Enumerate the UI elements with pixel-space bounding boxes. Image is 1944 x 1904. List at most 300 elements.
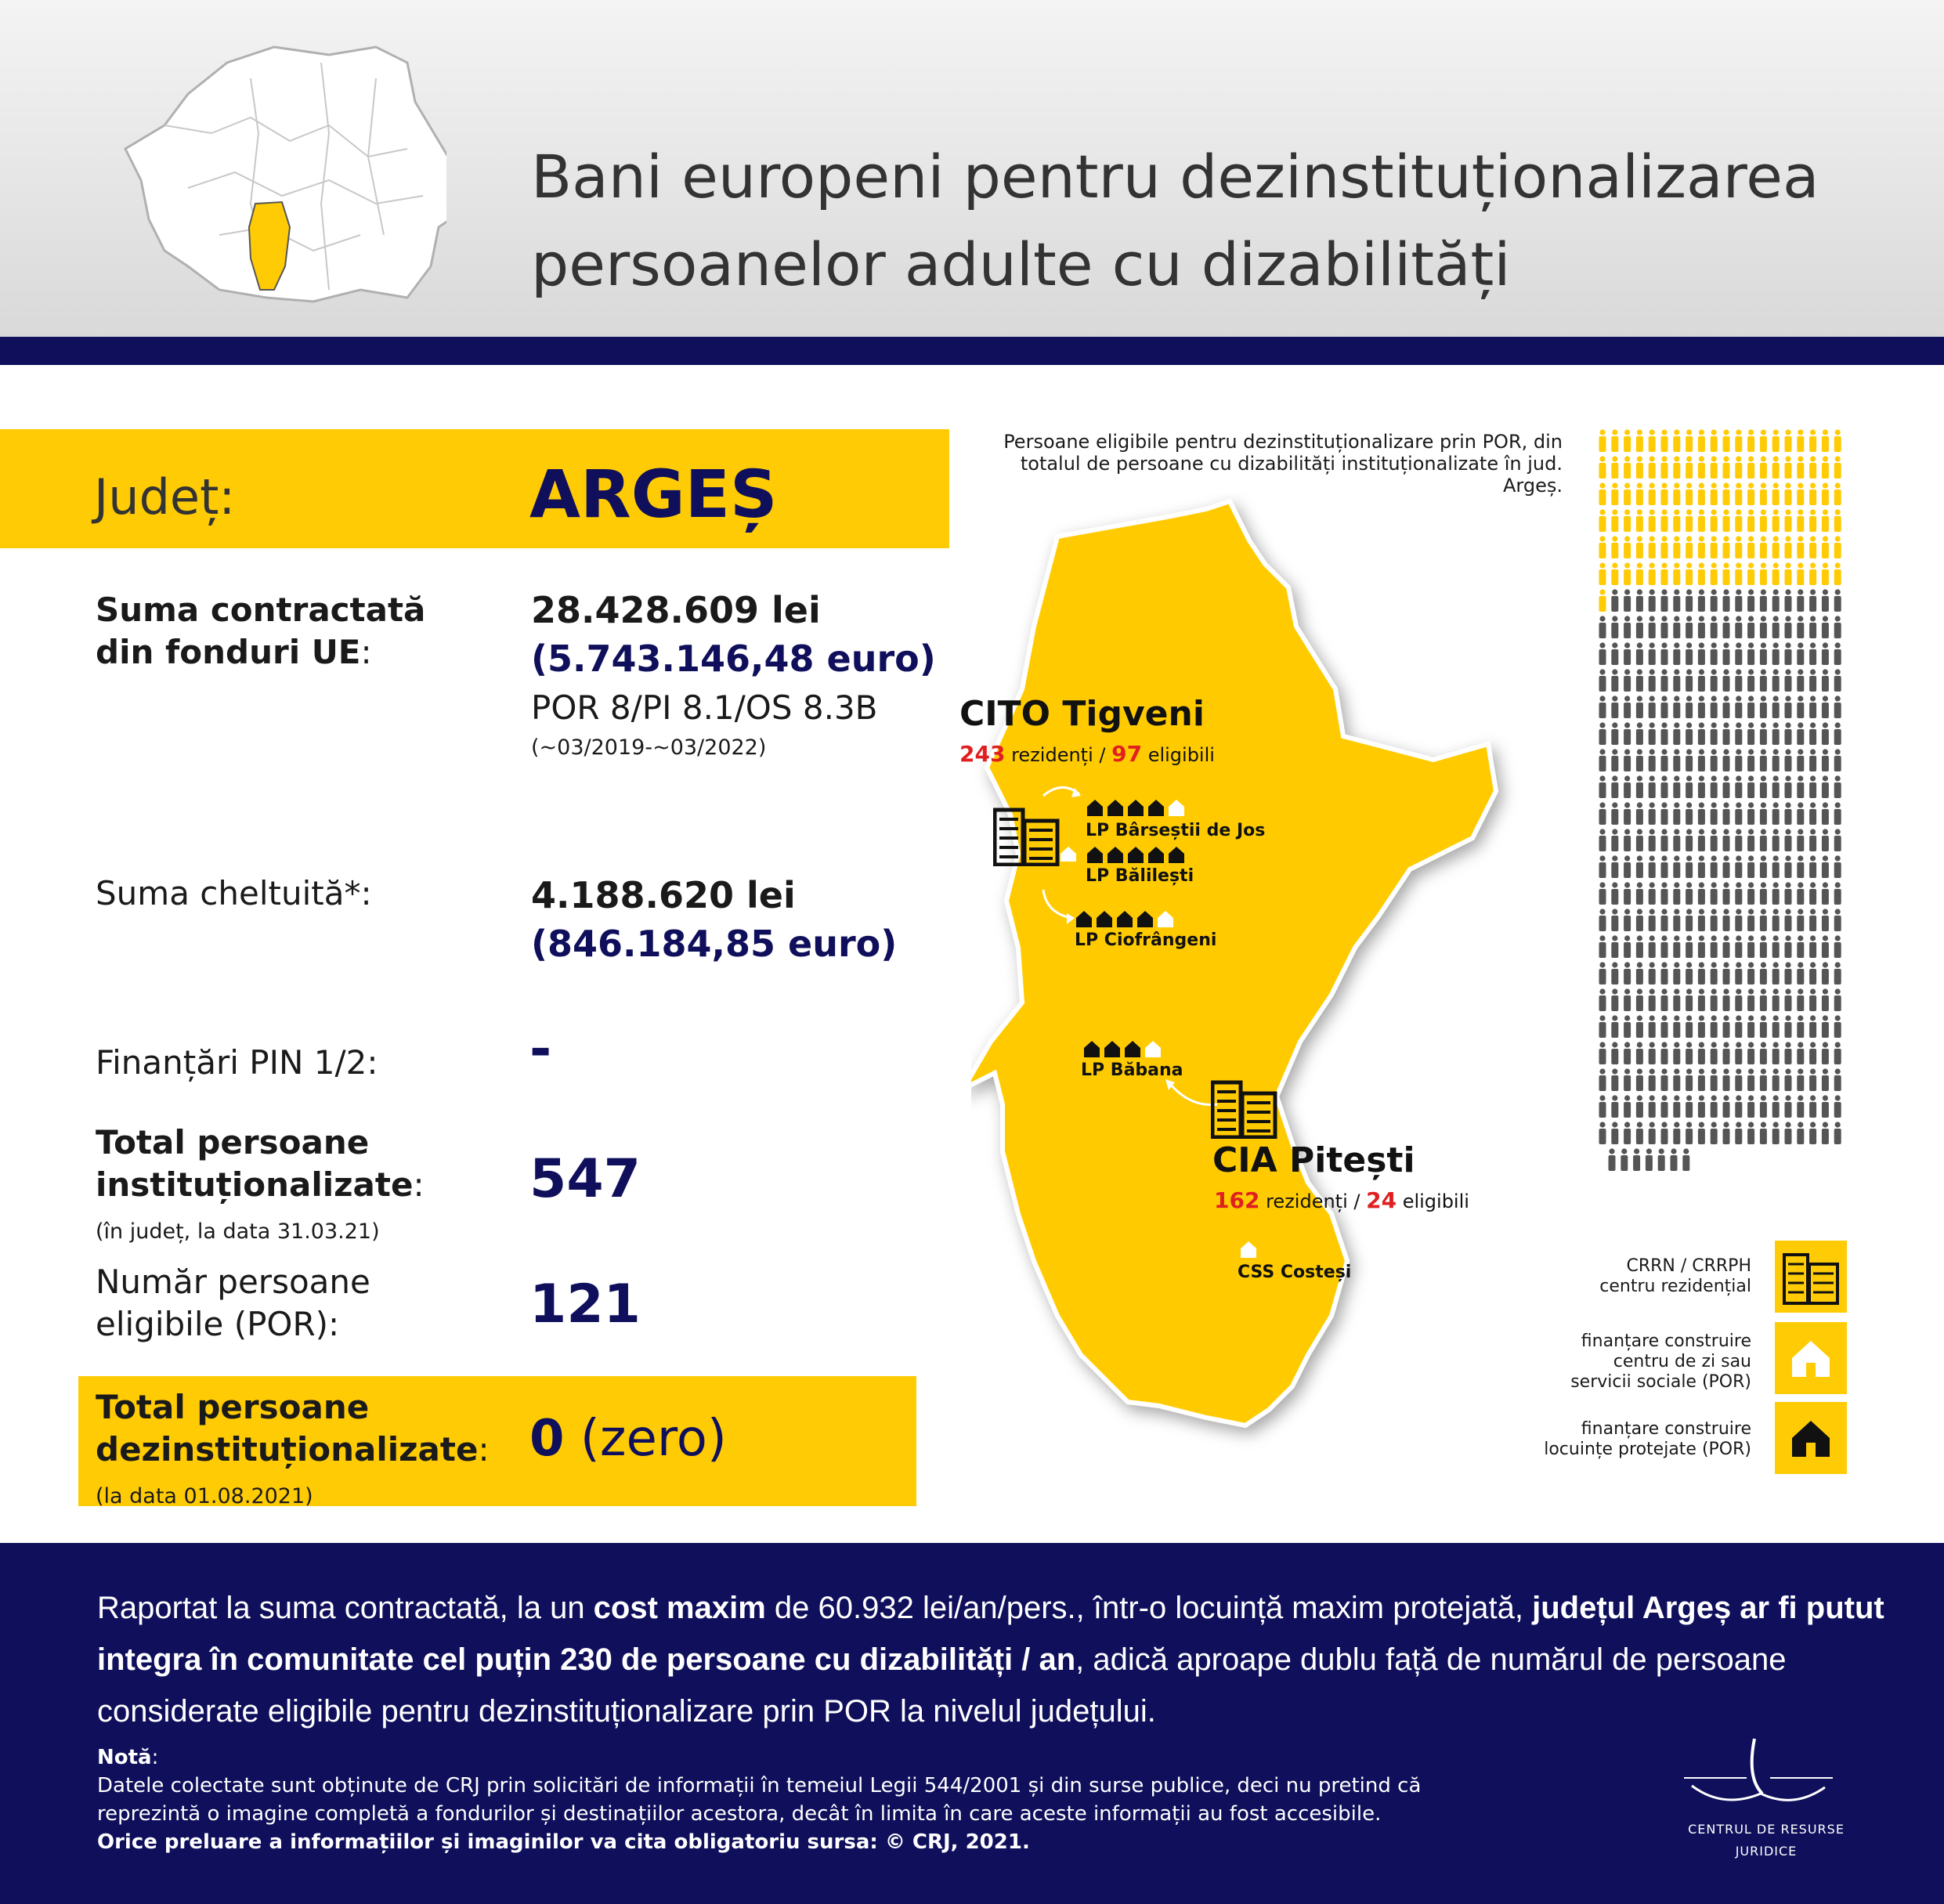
person-icon bbox=[1747, 775, 1754, 798]
person-eligible-icon bbox=[1809, 429, 1816, 452]
person-icon bbox=[1785, 1042, 1792, 1064]
person-icon bbox=[1649, 1095, 1656, 1118]
person-eligible-icon bbox=[1611, 536, 1618, 558]
lp-barsestii: LP Bârseștii de Jos bbox=[1086, 821, 1266, 840]
person-icon bbox=[1624, 1068, 1631, 1091]
person-icon bbox=[1611, 802, 1618, 825]
deinst-label-2: dezinstituționalizate bbox=[96, 1430, 479, 1469]
person-icon bbox=[1636, 1042, 1643, 1064]
person-eligible-icon bbox=[1723, 562, 1730, 585]
person-icon bbox=[1834, 722, 1841, 745]
person-eligible-icon bbox=[1661, 562, 1668, 585]
person-icon bbox=[1785, 616, 1792, 638]
person-icon bbox=[1747, 1015, 1754, 1038]
person-icon bbox=[1711, 749, 1718, 771]
person-icon bbox=[1723, 1095, 1730, 1118]
person-icon bbox=[1785, 935, 1792, 958]
person-icon bbox=[1611, 988, 1618, 1011]
person-icon bbox=[1661, 1122, 1668, 1144]
person-icon bbox=[1834, 1068, 1841, 1091]
lp-balilesti: LP Bălilești bbox=[1086, 866, 1194, 886]
person-icon bbox=[1673, 669, 1680, 692]
person-icon bbox=[1809, 1122, 1816, 1144]
person-icon bbox=[1760, 1095, 1767, 1118]
person-icon bbox=[1809, 669, 1816, 692]
person-icon bbox=[1735, 1015, 1742, 1038]
person-icon bbox=[1797, 1122, 1804, 1144]
person-icon bbox=[1698, 775, 1705, 798]
pin-label: Finanțări PIN 1/2: bbox=[96, 1043, 378, 1082]
pin-value: - bbox=[529, 1018, 552, 1080]
romania-map-icon bbox=[94, 31, 446, 313]
person-icon bbox=[1711, 935, 1718, 958]
person-icon bbox=[1822, 909, 1829, 931]
person-icon bbox=[1809, 1068, 1816, 1091]
person-icon bbox=[1772, 935, 1780, 958]
person-icon bbox=[1747, 589, 1754, 612]
person-icon bbox=[1747, 695, 1754, 718]
person-icon bbox=[1822, 616, 1829, 638]
person-eligible-icon bbox=[1760, 456, 1767, 479]
person-icon bbox=[1599, 695, 1606, 718]
person-eligible-icon bbox=[1785, 429, 1792, 452]
person-icon bbox=[1785, 695, 1792, 718]
person-eligible-icon bbox=[1735, 429, 1742, 452]
person-icon bbox=[1711, 1042, 1718, 1064]
person-icon bbox=[1599, 1042, 1606, 1064]
person-icon bbox=[1772, 616, 1780, 638]
person-icon bbox=[1661, 962, 1668, 985]
person-icon bbox=[1772, 589, 1780, 612]
person-icon bbox=[1673, 589, 1680, 612]
contracted-euro: (5.743.146,48 euro) bbox=[531, 638, 936, 680]
person-icon bbox=[1723, 1042, 1730, 1064]
person-icon bbox=[1747, 1042, 1754, 1064]
person-icon bbox=[1611, 749, 1618, 771]
person-icon bbox=[1797, 722, 1804, 745]
deinst-note: (la data 01.08.2021) bbox=[96, 1484, 313, 1508]
person-icon bbox=[1636, 589, 1643, 612]
person-eligible-icon bbox=[1723, 509, 1730, 532]
person-icon bbox=[1797, 1042, 1804, 1064]
person-icon bbox=[1698, 802, 1705, 825]
person-icon bbox=[1611, 775, 1618, 798]
person-icon bbox=[1809, 642, 1816, 665]
person-icon bbox=[1834, 802, 1841, 825]
deinst-label-1: Total persoane bbox=[96, 1388, 370, 1426]
person-eligible-icon bbox=[1624, 562, 1631, 585]
person-icon bbox=[1785, 722, 1792, 745]
person-icon bbox=[1599, 616, 1606, 638]
person-icon bbox=[1772, 775, 1780, 798]
person-icon bbox=[1611, 642, 1618, 665]
eligible-value: 121 bbox=[529, 1274, 641, 1335]
person-icon bbox=[1661, 1095, 1668, 1118]
person-icon bbox=[1624, 722, 1631, 745]
person-icon bbox=[1599, 775, 1606, 798]
person-icon bbox=[1772, 1015, 1780, 1038]
person-icon bbox=[1711, 1015, 1718, 1038]
inst-label-1: Total persoane bbox=[96, 1123, 370, 1162]
person-icon bbox=[1661, 669, 1668, 692]
person-icon bbox=[1834, 1095, 1841, 1118]
person-icon bbox=[1809, 988, 1816, 1011]
person-eligible-icon bbox=[1735, 482, 1742, 505]
person-icon bbox=[1772, 1042, 1780, 1064]
county-name: ARGEȘ bbox=[529, 456, 778, 533]
person-icon bbox=[1686, 669, 1693, 692]
person-icon bbox=[1611, 882, 1618, 905]
person-icon bbox=[1624, 695, 1631, 718]
person-icon bbox=[1772, 749, 1780, 771]
person-icon bbox=[1636, 722, 1643, 745]
person-icon bbox=[1698, 1015, 1705, 1038]
person-icon bbox=[1609, 1148, 1616, 1171]
person-eligible-icon bbox=[1834, 429, 1841, 452]
person-icon bbox=[1661, 1042, 1668, 1064]
person-icon bbox=[1673, 1068, 1680, 1091]
person-icon bbox=[1599, 935, 1606, 958]
note-line-1: Datele colectate sunt obținute de CRJ prin solicitări de informații în temeiul Legii 544/2001 și din surse publice, deci nu pretind că bbox=[97, 1774, 1422, 1797]
person-icon bbox=[1649, 802, 1656, 825]
person-icon bbox=[1661, 935, 1668, 958]
person-eligible-icon bbox=[1698, 482, 1705, 505]
person-icon bbox=[1785, 802, 1792, 825]
person-eligible-icon bbox=[1809, 482, 1816, 505]
person-eligible-icon bbox=[1599, 429, 1606, 452]
person-eligible-icon bbox=[1624, 429, 1631, 452]
person-icon bbox=[1658, 1148, 1665, 1171]
person-eligible-icon bbox=[1611, 456, 1618, 479]
chart-caption bbox=[979, 431, 1563, 497]
person-icon bbox=[1649, 855, 1656, 878]
person-icon bbox=[1636, 882, 1643, 905]
person-icon bbox=[1661, 616, 1668, 638]
person-icon bbox=[1673, 749, 1680, 771]
person-icon bbox=[1636, 962, 1643, 985]
person-icon bbox=[1698, 722, 1705, 745]
person-icon bbox=[1809, 935, 1816, 958]
person-icon bbox=[1686, 1015, 1693, 1038]
person-eligible-icon bbox=[1686, 482, 1693, 505]
person-icon bbox=[1636, 909, 1643, 931]
contracted-lei: 28.428.609 lei bbox=[531, 589, 821, 631]
person-icon bbox=[1834, 1015, 1841, 1038]
person-icon bbox=[1649, 882, 1656, 905]
person-icon bbox=[1760, 1042, 1767, 1064]
person-icon bbox=[1682, 1148, 1689, 1171]
person-eligible-icon bbox=[1661, 429, 1668, 452]
person-eligible-icon bbox=[1723, 456, 1730, 479]
person-eligible-icon bbox=[1809, 456, 1816, 479]
person-eligible-icon bbox=[1698, 429, 1705, 452]
title-line-1: Bani europeni pentru dezinstituționalizarea bbox=[531, 142, 1819, 211]
person-icon bbox=[1673, 775, 1680, 798]
deinst-value-rest: (zero) bbox=[564, 1410, 727, 1468]
person-icon bbox=[1661, 829, 1668, 851]
person-eligible-icon bbox=[1686, 562, 1693, 585]
person-icon bbox=[1599, 722, 1606, 745]
person-icon bbox=[1785, 669, 1792, 692]
person-icon bbox=[1599, 1015, 1606, 1038]
person-icon bbox=[1785, 589, 1792, 612]
person-icon bbox=[1673, 1015, 1680, 1038]
person-eligible-icon bbox=[1673, 482, 1680, 505]
person-icon bbox=[1809, 1015, 1816, 1038]
person-eligible-icon bbox=[1747, 456, 1754, 479]
person-icon bbox=[1624, 749, 1631, 771]
person-icon bbox=[1723, 669, 1730, 692]
person-icon bbox=[1735, 1068, 1742, 1091]
person-icon bbox=[1747, 642, 1754, 665]
person-icon bbox=[1686, 722, 1693, 745]
spent-label: Suma cheltuită*: bbox=[96, 874, 372, 912]
person-icon bbox=[1649, 722, 1656, 745]
person-icon bbox=[1797, 695, 1804, 718]
person-icon bbox=[1760, 722, 1767, 745]
person-icon bbox=[1772, 1068, 1780, 1091]
person-icon bbox=[1747, 882, 1754, 905]
person-eligible-icon bbox=[1822, 429, 1829, 452]
legend-lp-1: finanțare construire bbox=[1581, 1419, 1751, 1439]
person-eligible-icon bbox=[1711, 429, 1718, 452]
person-icon bbox=[1686, 616, 1693, 638]
person-icon bbox=[1711, 829, 1718, 851]
person-icon bbox=[1834, 775, 1841, 798]
person-eligible-icon bbox=[1661, 536, 1668, 558]
person-icon bbox=[1747, 669, 1754, 692]
lp-ciofrangeni: LP Ciofrângeni bbox=[1075, 930, 1217, 950]
person-icon bbox=[1686, 589, 1693, 612]
person-eligible-icon bbox=[1797, 536, 1804, 558]
person-icon bbox=[1636, 855, 1643, 878]
person-icon bbox=[1698, 855, 1705, 878]
person-icon bbox=[1797, 935, 1804, 958]
person-icon bbox=[1673, 1095, 1680, 1118]
person-icon bbox=[1624, 855, 1631, 878]
person-eligible-icon bbox=[1747, 429, 1754, 452]
person-icon bbox=[1611, 1068, 1618, 1091]
person-icon bbox=[1599, 1068, 1606, 1091]
person-icon bbox=[1735, 829, 1742, 851]
person-icon bbox=[1686, 962, 1693, 985]
cia-residents-label: rezidenți / bbox=[1259, 1190, 1367, 1212]
person-icon bbox=[1611, 1015, 1618, 1038]
person-icon bbox=[1822, 589, 1829, 612]
deinst-value-bold: 0 bbox=[529, 1410, 565, 1468]
house-outline-icon bbox=[1239, 1239, 1259, 1259]
person-icon bbox=[1686, 909, 1693, 931]
person-eligible-icon bbox=[1822, 509, 1829, 532]
person-icon bbox=[1686, 935, 1693, 958]
house-solid-icon bbox=[1775, 1402, 1847, 1474]
person-icon bbox=[1673, 829, 1680, 851]
footer-t5: , adică aproape dublu față de numărul de persoane considerate eligibile pentru dezinstituționalizare prin POR la nivelul județului. bbox=[97, 1642, 1787, 1729]
person-icon bbox=[1686, 749, 1693, 771]
person-eligible-icon bbox=[1673, 429, 1680, 452]
person-icon bbox=[1599, 1095, 1606, 1118]
person-icon bbox=[1686, 1122, 1693, 1144]
title-line-2: persoanelor adulte cu dizabilități bbox=[531, 229, 1511, 299]
person-icon bbox=[1747, 962, 1754, 985]
person-icon bbox=[1747, 909, 1754, 931]
person-icon bbox=[1723, 749, 1730, 771]
person-icon bbox=[1686, 1095, 1693, 1118]
person-eligible-icon bbox=[1822, 456, 1829, 479]
person-icon bbox=[1624, 1015, 1631, 1038]
person-icon bbox=[1673, 935, 1680, 958]
person-eligible-icon bbox=[1611, 509, 1618, 532]
person-icon bbox=[1834, 589, 1841, 612]
person-eligible-icon bbox=[1809, 509, 1816, 532]
logo-text bbox=[1653, 1819, 1880, 1862]
person-eligible-icon bbox=[1785, 456, 1792, 479]
person-icon bbox=[1772, 882, 1780, 905]
note-line-3: Orice preluare a informațiilor și imaginilor va cita obligatoriu sursa: © CRJ, 2021. bbox=[97, 1830, 1030, 1854]
person-icon bbox=[1698, 882, 1705, 905]
person-icon bbox=[1760, 855, 1767, 878]
person-icon bbox=[1723, 642, 1730, 665]
inst-label-suffix: : bbox=[413, 1165, 425, 1204]
person-icon bbox=[1611, 695, 1618, 718]
person-icon bbox=[1797, 669, 1804, 692]
person-icon bbox=[1636, 802, 1643, 825]
person-icon bbox=[1760, 802, 1767, 825]
person-icon bbox=[1785, 749, 1792, 771]
person-icon bbox=[1723, 1015, 1730, 1038]
eligible-label-1: Număr persoane bbox=[96, 1263, 370, 1301]
person-icon bbox=[1686, 988, 1693, 1011]
person-icon bbox=[1698, 669, 1705, 692]
person-icon bbox=[1834, 909, 1841, 931]
person-icon bbox=[1649, 616, 1656, 638]
person-icon bbox=[1797, 802, 1804, 825]
person-icon bbox=[1834, 695, 1841, 718]
person-icon bbox=[1747, 616, 1754, 638]
person-icon bbox=[1686, 855, 1693, 878]
legend-day-2: centru de zi sau bbox=[1613, 1352, 1751, 1371]
person-icon bbox=[1611, 616, 1618, 638]
person-icon bbox=[1809, 829, 1816, 851]
person-eligible-icon bbox=[1785, 562, 1792, 585]
person-icon bbox=[1649, 1068, 1656, 1091]
person-icon bbox=[1599, 988, 1606, 1011]
person-eligible-icon bbox=[1711, 536, 1718, 558]
legend-daycenter bbox=[1501, 1331, 1751, 1393]
person-icon bbox=[1747, 1095, 1754, 1118]
person-eligible-icon bbox=[1661, 482, 1668, 505]
legend-residential bbox=[1501, 1256, 1751, 1297]
person-icon bbox=[1760, 988, 1767, 1011]
person-icon bbox=[1636, 1122, 1643, 1144]
person-icon bbox=[1785, 1068, 1792, 1091]
person-icon bbox=[1747, 988, 1754, 1011]
eligible-label-2: eligibile (POR): bbox=[96, 1305, 340, 1343]
footer-note bbox=[97, 1743, 1632, 1856]
person-icon bbox=[1785, 829, 1792, 851]
person-eligible-icon bbox=[1760, 536, 1767, 558]
contracted-label-2: din fonduri UE bbox=[96, 633, 361, 671]
person-icon bbox=[1747, 802, 1754, 825]
footer-t2: cost maxim bbox=[593, 1591, 766, 1625]
person-eligible-icon bbox=[1797, 562, 1804, 585]
person-icon bbox=[1760, 775, 1767, 798]
person-eligible-icon bbox=[1686, 536, 1693, 558]
person-icon bbox=[1711, 589, 1718, 612]
person-eligible-icon bbox=[1649, 536, 1656, 558]
contracted-label-1: Suma contractată bbox=[96, 591, 426, 629]
person-icon bbox=[1834, 1042, 1841, 1064]
person-eligible-icon bbox=[1636, 482, 1643, 505]
person-icon bbox=[1747, 829, 1754, 851]
person-icon bbox=[1772, 1122, 1780, 1144]
person-icon bbox=[1599, 642, 1606, 665]
person-icon bbox=[1624, 935, 1631, 958]
person-icon bbox=[1822, 802, 1829, 825]
person-eligible-icon bbox=[1735, 509, 1742, 532]
legend-protected-housing-box bbox=[1775, 1402, 1847, 1474]
person-eligible-icon bbox=[1673, 456, 1680, 479]
person-icon bbox=[1636, 642, 1643, 665]
legend-resid-1: CRRN / CRRPH bbox=[1626, 1256, 1751, 1276]
person-eligible-icon bbox=[1711, 456, 1718, 479]
cito-eligible-label: eligibili bbox=[1142, 744, 1215, 766]
person-icon bbox=[1624, 616, 1631, 638]
person-icon bbox=[1723, 962, 1730, 985]
person-icon bbox=[1723, 855, 1730, 878]
person-icon bbox=[1723, 1122, 1730, 1144]
person-eligible-icon bbox=[1636, 536, 1643, 558]
person-icon bbox=[1797, 855, 1804, 878]
person-icon bbox=[1711, 1068, 1718, 1091]
person-eligible-icon bbox=[1735, 456, 1742, 479]
cia-name: CIA Pitești bbox=[1212, 1140, 1415, 1180]
person-eligible-icon bbox=[1760, 482, 1767, 505]
cia-eligible: 24 bbox=[1366, 1187, 1397, 1213]
person-icon bbox=[1661, 589, 1668, 612]
person-eligible-icon bbox=[1785, 509, 1792, 532]
person-icon bbox=[1822, 988, 1829, 1011]
person-icon bbox=[1822, 829, 1829, 851]
person-icon bbox=[1760, 909, 1767, 931]
person-icon bbox=[1809, 855, 1816, 878]
person-icon bbox=[1698, 988, 1705, 1011]
person-icon bbox=[1624, 882, 1631, 905]
person-icon bbox=[1785, 775, 1792, 798]
header-divider bbox=[0, 337, 1944, 365]
person-icon bbox=[1797, 642, 1804, 665]
person-icon bbox=[1797, 1095, 1804, 1118]
person-icon bbox=[1809, 1042, 1816, 1064]
institutionalized-value: 547 bbox=[529, 1148, 641, 1210]
person-icon bbox=[1822, 722, 1829, 745]
person-icon bbox=[1636, 669, 1643, 692]
person-eligible-icon bbox=[1797, 509, 1804, 532]
page-title bbox=[531, 133, 1910, 309]
person-icon bbox=[1649, 962, 1656, 985]
person-icon bbox=[1735, 882, 1742, 905]
note-title: Notă bbox=[97, 1746, 152, 1769]
person-icon bbox=[1698, 829, 1705, 851]
cia-stats bbox=[1214, 1187, 1469, 1213]
person-eligible-icon bbox=[1711, 509, 1718, 532]
person-eligible-icon bbox=[1649, 562, 1656, 585]
person-eligible-icon bbox=[1747, 482, 1754, 505]
person-icon bbox=[1624, 962, 1631, 985]
person-icon bbox=[1809, 589, 1816, 612]
person-icon bbox=[1611, 589, 1618, 612]
person-icon bbox=[1599, 855, 1606, 878]
